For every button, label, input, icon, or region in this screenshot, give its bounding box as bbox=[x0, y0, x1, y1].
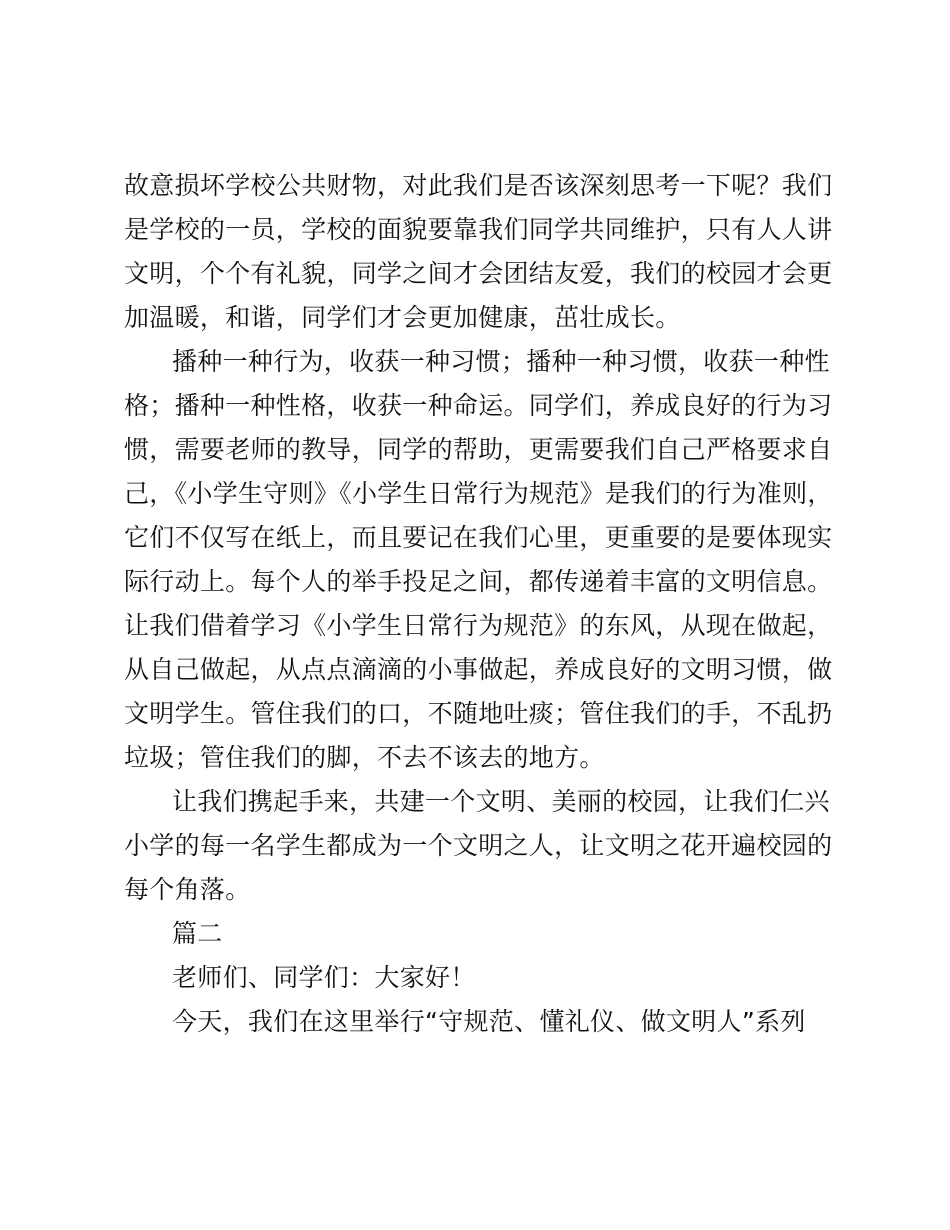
text-line: 际行动上。每个人的举手投足之间，都传递着丰富的文明信息。 bbox=[124, 567, 833, 596]
text-line: 格；播种一种性格，收获一种命运。同学们，养成良好的行为习 bbox=[124, 391, 833, 420]
text-line: 故意损坏学校公共财物，对此我们是否该深刻思考一下呢？我们 bbox=[124, 171, 833, 200]
greeting-line: 老师们、同学们：大家好！ bbox=[172, 963, 476, 992]
text-line: 惯，需要老师的教导，同学的帮助，更需要我们自己严格要求自 bbox=[124, 435, 833, 464]
paragraph-first-line: 今天，我们在这里举行“守规范、懂礼仪、做文明人”系列 bbox=[172, 1007, 806, 1036]
text-line: 垃圾；管住我们的脚，不去不该去的地方。 bbox=[124, 743, 605, 772]
text-line: 小学的每一名学生都成为一个文明之人，让文明之花开遍校园的 bbox=[124, 831, 833, 860]
text-line: 让我们借着学习《小学生日常行为规范》的东风，从现在做起， bbox=[124, 611, 833, 640]
text-line: 它们不仅写在纸上，而且要记在我们心里，更重要的是要体现实 bbox=[124, 523, 833, 552]
paragraph-first-line: 播种一种行为，收获一种习惯；播种一种习惯，收获一种性 bbox=[172, 347, 830, 376]
paragraph-first-line: 让我们携起手来，共建一个文明、美丽的校园，让我们仁兴 bbox=[172, 787, 830, 816]
text-line: 加温暖，和谐，同学们才会更加健康，茁壮成长。 bbox=[124, 303, 681, 332]
text-line: 是学校的一员，学校的面貌要靠我们同学共同维护，只有人人讲 bbox=[124, 215, 833, 244]
text-line: 从自己做起，从点点滴滴的小事做起，养成良好的文明习惯，做 bbox=[124, 655, 833, 684]
section-heading: 篇二 bbox=[172, 919, 223, 948]
text-line: 文明，个个有礼貌，同学之间才会团结友爱，我们的校园才会更 bbox=[124, 259, 833, 288]
text-line: 每个角落。 bbox=[124, 875, 251, 904]
text-line: 文明学生。管住我们的口，不随地吐痰；管住我们的手，不乱扔 bbox=[124, 699, 833, 728]
text-line: 己，《小学生守则》《小学生日常行为规范》是我们的行为准则， bbox=[124, 479, 833, 508]
